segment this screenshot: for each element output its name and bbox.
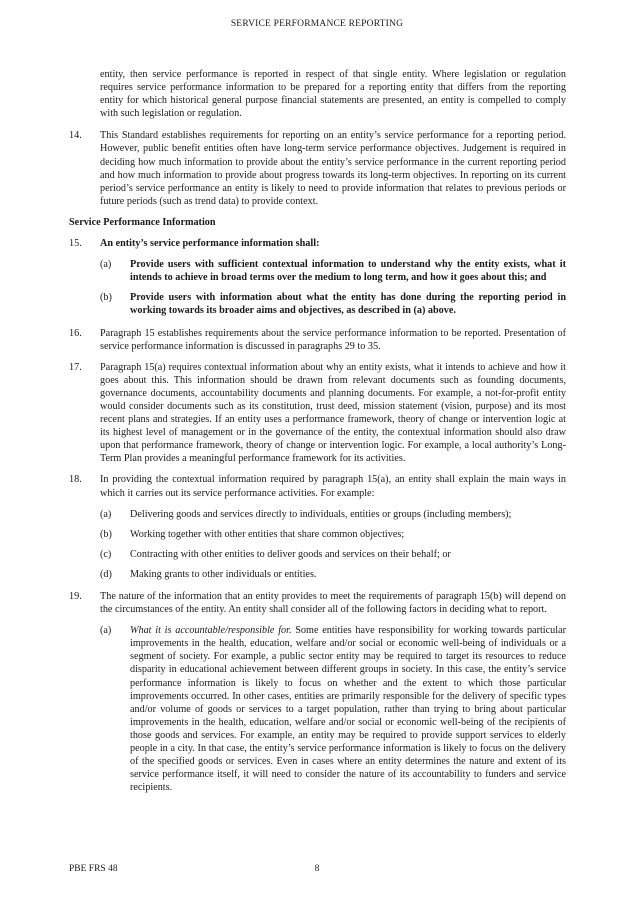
paragraph-14 <box>69 129 566 208</box>
list-item <box>100 624 566 794</box>
paragraph-16 <box>69 327 566 353</box>
list-text: Provide users with sufficient contextual information to understand why the entity exists, what it intends to achieve in broad terms over the medium to long term, and how it goes about this; and <box>130 259 566 284</box>
list-text: Provide users with information about what the entity has done during the reporting period in working towards its broader aims and objectives, as described in (a) above. <box>130 292 566 317</box>
paragraph-text: The nature of the information that an entity provides to meet the requirements of paragraph 15(b) will depend on the circumstances of the entity. An entity shall consider all of the following factors in deciding what to report. <box>100 591 566 616</box>
footer-standard-name: PBE FRS 48 <box>69 864 118 874</box>
paragraph-18 <box>69 473 566 499</box>
paragraph-number: 16. <box>69 327 82 339</box>
list-item <box>100 508 566 521</box>
list-label: (d) <box>100 568 112 580</box>
list-text: Making grants to other individuals or entities. <box>130 568 317 580</box>
paragraph-text: In providing the contextual information required by paragraph 15(a), an entity shall explain the main ways in which it carries out its service performance activities. For example: <box>100 474 566 499</box>
list-text <box>130 624 566 794</box>
paragraph-continuation: entity, then service performance is reported in respect of that single entity. Where legislation or regulation requires service performance information to be prepared for a reporting entity that differs from the reporting entity for which historical general purpose financial statements are presented, an entity is compelled to comply with such legislation or regulation. <box>100 69 566 120</box>
list-item-body: Some entities have responsibility for working towards particular improvements in the health, education, welfare and/or social or economic well-being of individuals or a segment of society. For example, a public sector entity may be required to target its resources to reduce disparity in educational achievement between different groups in society. In this case, the entity’s service performance information is likely to focus on whether and the extent to which those particular improvements occurred. In other cases, entities are primarily responsible for the delivery of specific types and/or volume of goods or services to a target population, rather than trying to bring about particular improvements in the health, education, welfare and/or social or economic well-being of the recipients of those goods and services. For example, an entity may be required to provide support services to elderly people in a city. In that case, the entity’s service performance information is likely to focus on the delivery of the specified goods or services. Even in cases where an entity determines the nature and extent of its service performance itself, it will need to consider the nature of its accountability to funders and service recipients. <box>130 625 566 794</box>
list-label: (c) <box>100 548 112 560</box>
list-label: (a) <box>100 259 112 271</box>
page-content <box>69 68 566 801</box>
paragraph-number: 14. <box>69 130 82 142</box>
list-item <box>100 528 566 541</box>
page-number: 8 <box>314 864 320 874</box>
paragraph-text: Paragraph 15(a) requires contextual information about why an entity exists, what it intends to achieve and how it goes about this. This information should be drawn from relevant documents such as founding documents, governance documents, accountability documents and planning documents. For example, a not-for-profit entity would consider documents such as its constitution, trust deed, mission statement (vision, purpose) and its most recent plans and strategies. If an entity uses a performance framework, theory of change or intervention logic at its highest level of management or in the governance of the entity, the contextual information should also draw upon that performance framework, theory of change or intervention logic. For example, a local authority’s Long-Term Plan provides a meaningful performance framework for its activities. <box>100 361 566 465</box>
paragraph-15 <box>69 237 566 250</box>
paragraph-text: An entity’s service performance information shall: <box>100 238 320 250</box>
paragraph-17 <box>69 361 566 466</box>
list-text: Delivering goods and services directly to individuals, entities or groups (including members); <box>130 508 512 520</box>
list-item <box>100 258 566 284</box>
paragraph-number: 17. <box>69 361 82 373</box>
list-label: (b) <box>100 528 112 540</box>
paragraph-text: This Standard establishes requirements for reporting on an entity’s service performance for a reporting period. However, public benefit entities often have long-term service performance objectives. Judgement is required in deciding how much information to provide about the entity’s service performance in the current reporting period and how much information to provide about progress towards its long-term objectives. In reporting on its current period’s service performance an entity is likely to need to provide information that relates to previous periods or future periods (such as trend data) to provide context. <box>100 130 566 207</box>
list-text: Contracting with other entities to deliver goods and services on their behalf; or <box>130 548 451 560</box>
paragraph-number: 18. <box>69 474 82 486</box>
paragraph-text: Paragraph 15 establishes requirements about the service performance information to be reported. Presentation of service performance information is discussed in paragraphs 29 to 35. <box>100 327 566 352</box>
paragraph-19 <box>69 590 566 616</box>
list-item <box>100 548 566 561</box>
list-label: (b) <box>100 292 112 304</box>
list-label: (a) <box>100 625 112 637</box>
running-header: SERVICE PERFORMANCE REPORTING <box>230 19 404 29</box>
paragraph-number: 19. <box>69 591 82 602</box>
section-heading: Service Performance Information <box>69 216 216 228</box>
list-item-emphasis: What it is accountable/responsible for. <box>130 625 292 637</box>
list-label: (a) <box>100 508 112 520</box>
paragraph-number: 15. <box>69 238 82 250</box>
list-text: Working together with other entities that share common objectives; <box>130 528 405 540</box>
list-item <box>100 291 566 317</box>
list-item <box>100 568 566 581</box>
